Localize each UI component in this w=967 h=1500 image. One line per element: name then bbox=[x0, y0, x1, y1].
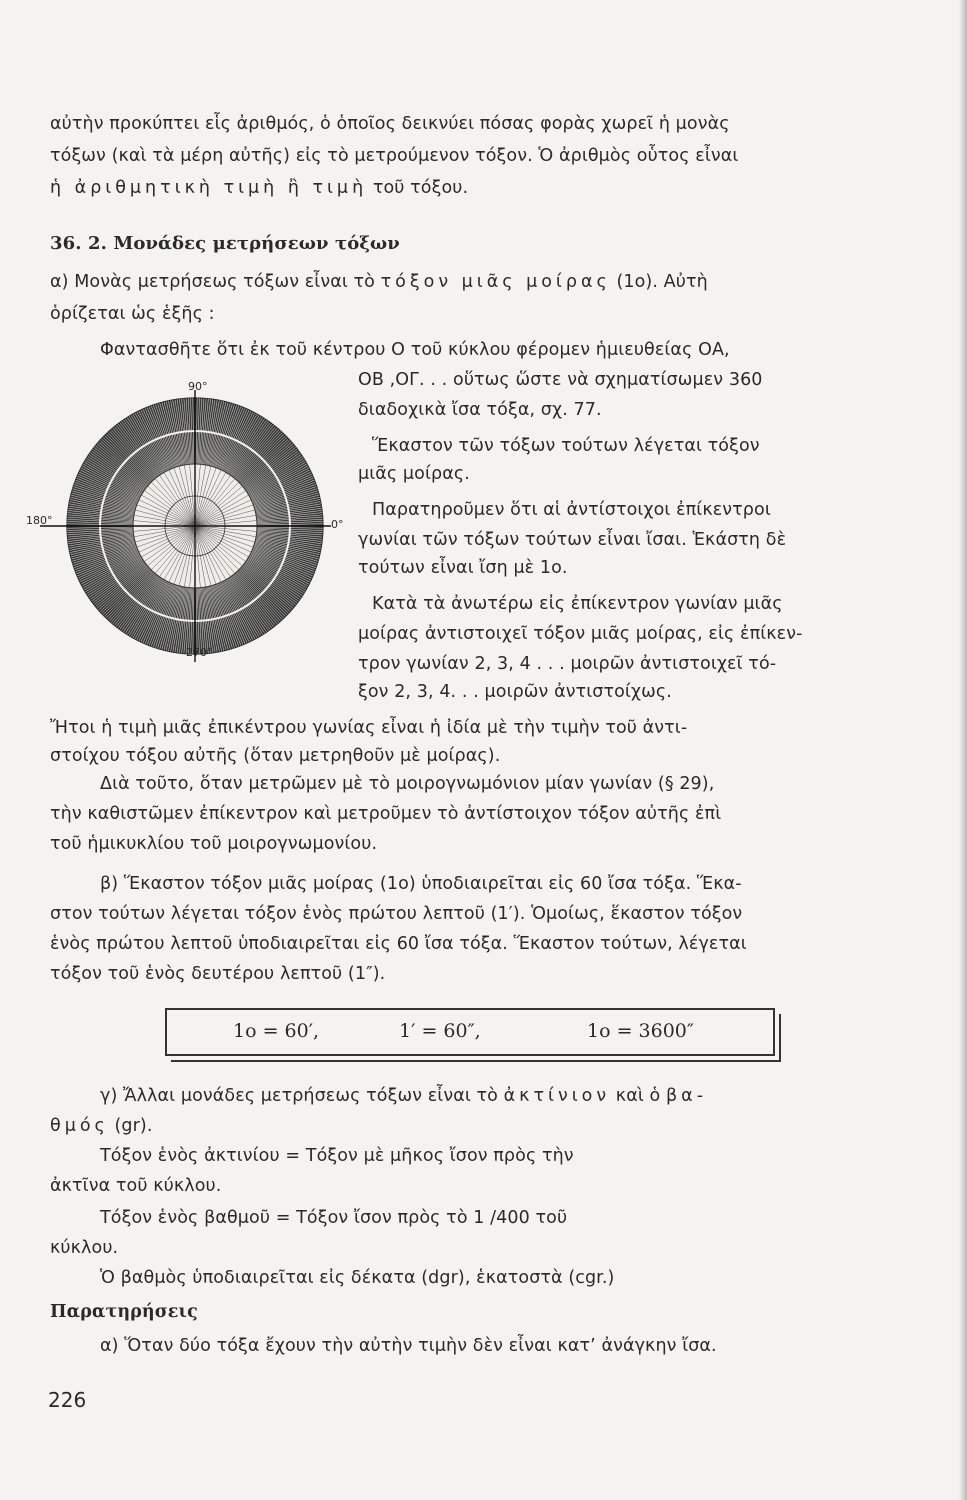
text-line: ἀκτῖνα τοῦ κύκλου. bbox=[50, 1176, 222, 1196]
text-line: α) Ὅταν δύο τόξα ἔχουν τὴν αὐτὴν τιμὴν δὲν εἶναι κατ’ ἀνάγκην ἴσα. bbox=[100, 1336, 717, 1356]
text-line: στον τούτων λέγεται τόξον ἑνὸς πρώτου λεπτοῦ (1′). Ὁμοίως, ἕκαστον τόξον bbox=[50, 904, 743, 924]
text-line: ἑνὸς πρώτου λεπτοῦ ὑποδιαιρεῖται εἰς 60 ἴσα τόξα. Ἕκαστον τούτων, λέγεται bbox=[50, 934, 747, 954]
emphasized-term: θμός bbox=[50, 1116, 109, 1136]
text-line: κύκλου. bbox=[50, 1238, 119, 1258]
observations-heading: Παρατηρήσεις bbox=[50, 1302, 198, 1322]
text-line: Ἤτοι ἡ τιμὴ μιᾶς ἐπικέντρου γωνίας εἶναι ἡ ἰδία μὲ τὴν τιμὴν τοῦ ἀντι- bbox=[50, 718, 688, 738]
text-fragment: τοῦ τόξου. bbox=[367, 178, 469, 198]
text-line: ξον 2, 3, 4. . . μοιρῶν ἀντιστοίχως. bbox=[358, 682, 672, 702]
formula-degree-minutes: 1ο = 60′, bbox=[233, 1020, 320, 1042]
text-line: μοίρας ἀντιστοιχεῖ τόξον μιᾶς μοίρας, εἰς ἐπίκεν- bbox=[358, 624, 803, 644]
text-line: Διὰ τοῦτο, ὅταν μετρῶμεν μὲ τὸ μοιρογνωμόνιον μίαν γωνίαν (§ 29), bbox=[100, 774, 715, 794]
text-line: τοῦ ἡμικυκλίου τοῦ μοιρογνωμονίου. bbox=[50, 834, 378, 854]
label-180-degrees: 180° bbox=[26, 514, 53, 527]
section-heading: 36. 2. Μονάδες μετρήσεων τόξων bbox=[50, 233, 400, 254]
text-line: τὴν καθιστῶμεν ἐπίκεντρον καὶ μετροῦμεν τὸ ἀντίστοιχον τόξον αὐτῆς ἐπὶ bbox=[50, 804, 722, 824]
text-line: στοίχου τόξου αὐτῆς (ὅταν μετρηθοῦν μὲ μοίρας). bbox=[50, 746, 501, 766]
text-line: Τόξον ἑνὸς ἀκτινίου = Τόξον μὲ μῆκος ἴσον πρὸς τὴν bbox=[100, 1146, 574, 1166]
text-line: Ὁ βαθμὸς ὑποδιαιρεῖται εἰς δέκατα (dgr), ἑκατοστὰ (cgr.) bbox=[100, 1268, 615, 1288]
text-line: Παρατηροῦμεν ὅτι αἱ ἀντίστοιχοι ἐπίκεντροι bbox=[372, 500, 771, 520]
text-fragment: α) Μονὰς μετρήσεως τόξων εἶναι τὸ bbox=[50, 272, 381, 292]
text-line: β) Ἕκαστον τόξον μιᾶς μοίρας (1ο) ὑποδιαιρεῖται εἰς 60 ἴσα τόξα. Ἕκα- bbox=[100, 874, 742, 894]
label-270-degrees: 270° bbox=[186, 646, 213, 659]
text-line: τόξον τοῦ ἑνὸς δευτέρου λεπτοῦ (1″). bbox=[50, 964, 386, 984]
label-0-degrees: 0° bbox=[331, 518, 344, 531]
emphasized-term: ἡ ἀριθμητικὴ τιμὴ ἢ τιμὴ bbox=[50, 178, 368, 198]
text-line bbox=[50, 270, 708, 294]
page-edge-shadow bbox=[959, 0, 967, 1500]
text-line: τόξων (καὶ τὰ μέρη αὐτῆς) εἰς τὸ μετρούμενον τόξον. Ὁ ἀριθμὸς οὗτος εἶναι bbox=[50, 146, 739, 166]
text-line: Ἕκαστον τῶν τόξων τούτων λέγεται τόξον bbox=[372, 436, 760, 456]
text-line: Κατὰ τὰ ἀνωτέρω εἰς ἐπίκεντρον γωνίαν μιᾶς bbox=[372, 594, 783, 614]
emphasized-term: τόξον μιᾶς μοίρας bbox=[380, 272, 611, 292]
text-line: μιᾶς μοίρας. bbox=[358, 464, 470, 484]
text-fragment: καὶ ὁ bbox=[610, 1086, 667, 1106]
text-line: ὁρίζεται ὡς ἑξῆς : bbox=[50, 304, 215, 324]
degree-circle bbox=[40, 390, 331, 662]
degree-circle-drawing bbox=[40, 378, 360, 678]
text-line bbox=[50, 1114, 153, 1138]
text-line: αὐτὴν προκύπτει εἷς ἀριθμός, ὁ ὁποῖος δεικνύει πόσας φορὰς χωρεῖ ἡ μονὰς bbox=[50, 114, 730, 134]
text-line: Φαντασθῆτε ὅτι ἐκ τοῦ κέντρου Ο τοῦ κύκλου φέρομεν ἡμιευθείας ΟΑ, bbox=[100, 340, 730, 360]
label-90-degrees: 90° bbox=[188, 380, 208, 393]
formula-degree-seconds: 1ο = 3600″ bbox=[587, 1020, 694, 1042]
text-line bbox=[100, 1084, 707, 1108]
formula-box bbox=[165, 1008, 775, 1056]
page-number: 226 bbox=[48, 1388, 87, 1412]
text-fragment: (1ο). Αὐτὴ bbox=[610, 272, 708, 292]
degree-circle-figure bbox=[26, 378, 360, 678]
text-line: τούτων εἶναι ἴση μὲ 1ο. bbox=[358, 558, 568, 578]
text-line: διαδοχικὰ ἴσα τόξα, σχ. 77. bbox=[358, 400, 602, 420]
text-fragment: γ) Ἄλλαι μονάδες μετρήσεως τόξων εἶναι τὸ bbox=[100, 1086, 504, 1106]
text-line: Τόξον ἑνὸς βαθμοῦ = Τόξον ἴσον πρὸς τὸ 1 /400 τοῦ bbox=[100, 1208, 568, 1228]
text-line: ΟΒ ,ΟΓ. . . οὕτως ὥστε νὰ σχηματίσωμεν 360 bbox=[358, 370, 763, 390]
text-line: τρον γωνίαν 2, 3, 4 . . . μοιρῶν ἀντιστοιχεῖ τό- bbox=[358, 654, 777, 674]
formula-minute-seconds: 1′ = 60″, bbox=[399, 1020, 481, 1042]
text-fragment: (gr). bbox=[108, 1116, 153, 1136]
text-line bbox=[50, 176, 468, 200]
emphasized-term: ἀκτίνιον bbox=[503, 1086, 611, 1106]
text-line: γωνίαι τῶν τόξων τούτων εἶναι ἴσαι. Ἑκάστη δὲ bbox=[358, 530, 787, 550]
emphasized-term: βα- bbox=[666, 1086, 708, 1106]
